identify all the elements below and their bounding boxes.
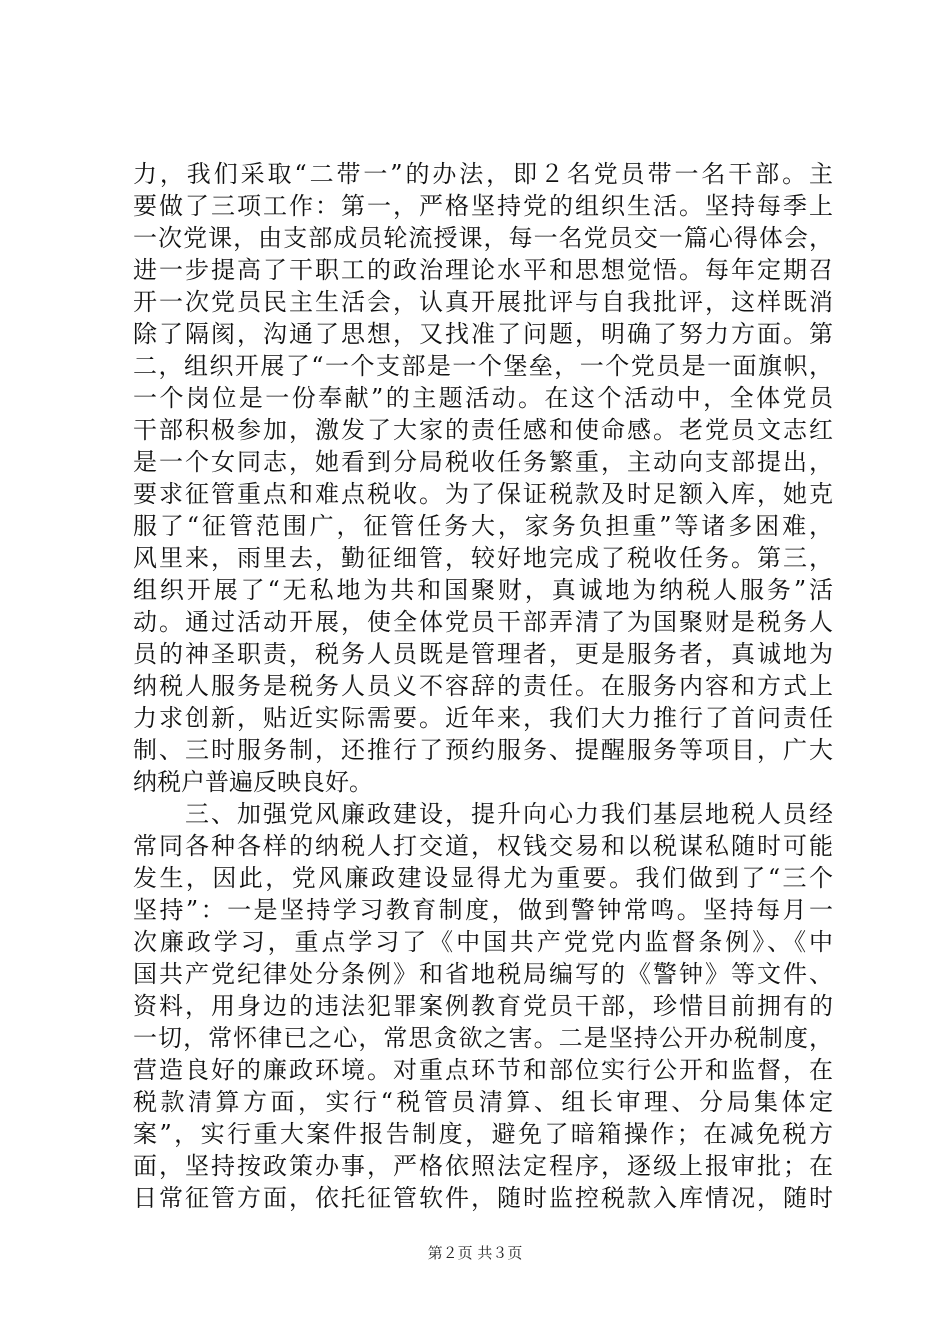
text-line: 常同各种各样的纳税人打交道，权钱交易和以税谋私随时可能 (133, 832, 833, 860)
text-line: 营造良好的廉政环境。对重点环节和部位实行公开和监督，在 (133, 1056, 833, 1084)
text-line: 动。通过活动开展，使全体党员干部弄清了为国聚财是税务人 (133, 608, 833, 636)
text-line: 组织开展了“无私地为共和国聚财，真诚地为纳税人服务”活 (133, 576, 833, 604)
text-line: 风里来，雨里去，勤征细管，较好地完成了税收任务。第三， (133, 544, 833, 572)
page-footer (0, 1243, 950, 1263)
text-line: 力，我们采取“二带一”的办法，即２名党员带一名干部。主 (133, 160, 833, 188)
text-line: 纳税人服务是税务人员义不容辞的责任。在服务内容和方式上 (133, 672, 833, 700)
text-line: 一次党课，由支部成员轮流授课，每一名党员交一篇心得体会， (133, 224, 833, 252)
text-line: 日常征管方面，依托征管软件，随时监控税款入库情况，随时 (133, 1184, 833, 1212)
text-line: 次廉政学习，重点学习了《中国共产党党内监督条例》、《中 (133, 928, 833, 956)
text-line: 三、加强党风廉政建设，提升向心力我们基层地税人员经 (133, 800, 833, 828)
body-text (133, 158, 833, 1214)
text-line: 要做了三项工作：第一，严格坚持党的组织生活。坚持每季上 (133, 192, 833, 220)
text-line: 进一步提高了干职工的政治理论水平和思想觉悟。每年定期召 (133, 256, 833, 284)
text-line: 发生，因此，党风廉政建设显得尤为重要。我们做到了“三个 (133, 864, 833, 892)
text-line: 干部积极参加，激发了大家的责任感和使命感。老党员文志红 (133, 416, 833, 444)
page-number: 第２页 共３页 (427, 1244, 523, 1262)
text-line: 员的神圣职责，税务人员既是管理者，更是服务者，真诚地为 (133, 640, 833, 668)
text-line: 是一个女同志，她看到分局税收任务繁重，主动向支部提出， (133, 448, 833, 476)
text-line: 除了隔阂，沟通了思想，又找准了问题，明确了努力方面。第 (133, 320, 833, 348)
text-line: 税款清算方面，实行“税管员清算、组长审理、分局集体定 (133, 1088, 833, 1116)
text-line: 一个岗位是一份奉献”的主题活动。在这个活动中，全体党员 (133, 384, 833, 412)
text-line: 资料，用身边的违法犯罪案例教育党员干部，珍惜目前拥有的 (133, 992, 833, 1020)
text-line: 二，组织开展了“一个支部是一个堡垒，一个党员是一面旗帜， (133, 352, 833, 380)
text-line: 一切，常怀律已之心，常思贪欲之害。二是坚持公开办税制度， (133, 1024, 833, 1052)
text-line: 案”，实行重大案件报告制度，避免了暗箱操作；在减免税方 (133, 1120, 833, 1148)
text-line: 面，坚持按政策办事，严格依照法定程序，逐级上报审批；在 (133, 1152, 833, 1180)
text-line: 国共产党纪律处分条例》和省地税局编写的《警钟》等文件、 (133, 960, 833, 988)
text-line: 要求征管重点和难点税收。为了保证税款及时足额入库，她克 (133, 480, 833, 508)
text-line: 力求创新，贴近实际需要。近年来，我们大力推行了首问责任 (133, 704, 833, 732)
text-line: 制、三时服务制，还推行了预约服务、提醒服务等项目，广大 (133, 736, 833, 764)
text-line: 纳税户普遍反映良好。 (133, 768, 373, 796)
text-line: 服了“征管范围广，征管任务大，家务负担重”等诸多困难， (133, 512, 833, 540)
text-line: 开一次党员民主生活会，认真开展批评与自我批评，这样既消 (133, 288, 833, 316)
text-line: 坚持”：一是坚持学习教育制度，做到警钟常鸣。坚持每月一 (133, 896, 833, 924)
